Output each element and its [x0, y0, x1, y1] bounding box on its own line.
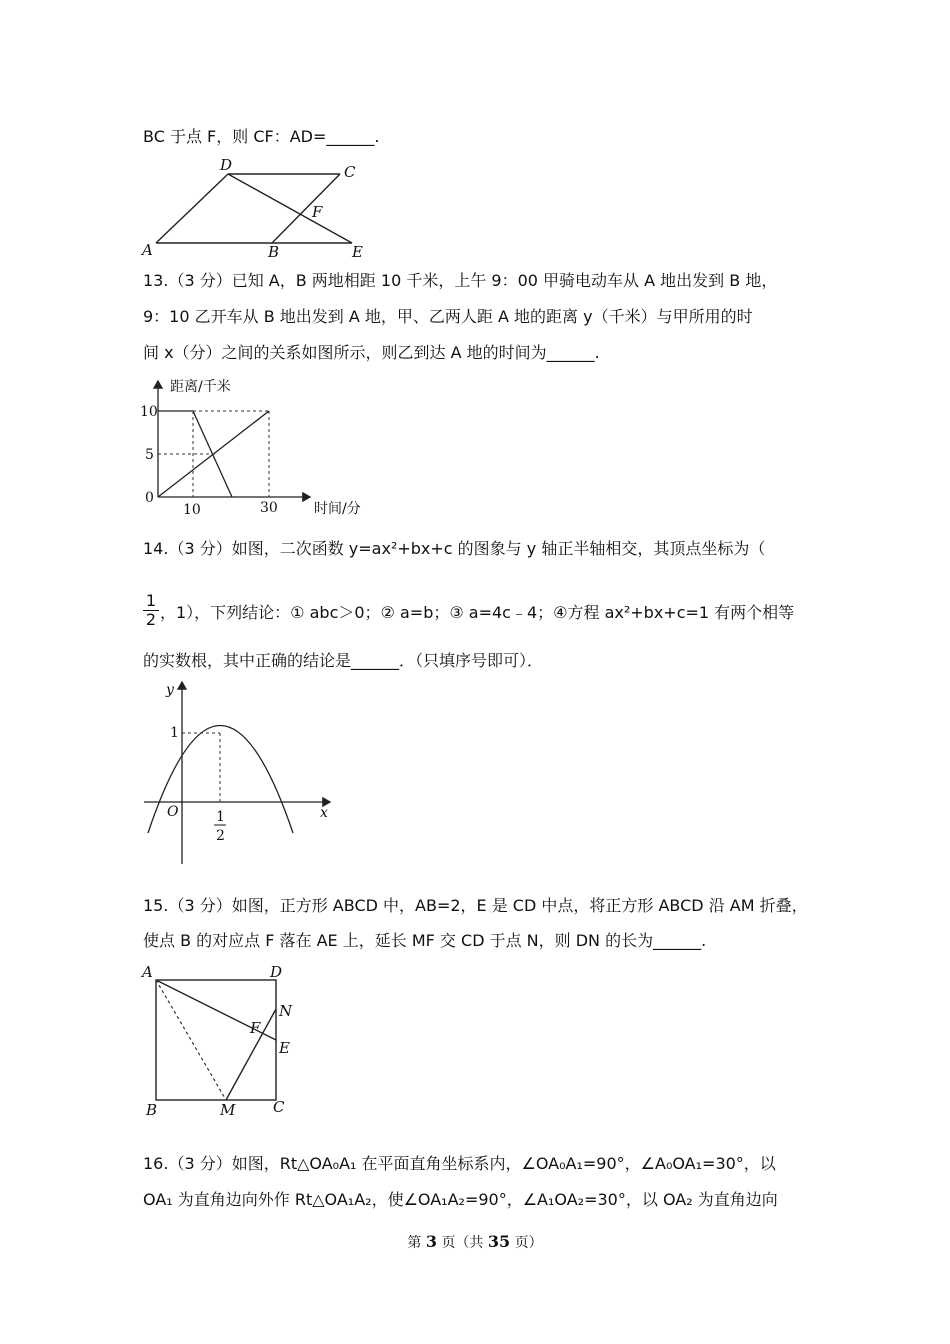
x-axis-label: 时间/分 — [314, 501, 361, 517]
tick-half-den: 2 — [216, 828, 225, 844]
label-D: D — [220, 156, 233, 174]
segment-DE — [228, 174, 352, 243]
q12-figure — [140, 155, 370, 265]
footer-mid: 页（共 — [441, 1235, 484, 1251]
q14-frac-den: 2 — [145, 610, 157, 629]
label-C: C — [344, 163, 356, 181]
tick-1: 1 — [170, 725, 179, 741]
tick-half-num: 1 — [216, 809, 225, 825]
label-N: N — [279, 1002, 293, 1020]
q13-line2: 9：10 乙开车从 B 地出发到 A 地，甲、乙两人距 A 地的距离 y（千米）与甲所用的时 — [143, 307, 753, 326]
footer-total: 35 — [487, 1232, 511, 1251]
q15-line1: 15.（3 分）如图，正方形 ABCD 中，AB=2，E 是 CD 中点，将正方形 ABCD 沿 AM 折叠， — [143, 896, 808, 915]
label-E: E — [352, 243, 363, 261]
q12-text: BC 于点 F，则 CF：AD=______. — [143, 127, 380, 146]
q13-line3: 间 x（分）之间的关系如图所示，则乙到达 A 地的时间为______. — [143, 343, 600, 362]
y-axis-label: y — [166, 682, 174, 698]
q16-line2: OA₁ 为直角边向外作 Rt△OA₁A₂，使∠OA₁A₂=90°，∠A₁OA₂=30°，以 OA₂ 为直角边向 — [143, 1190, 778, 1209]
label-A: A — [142, 241, 153, 259]
x-axis-label: x — [320, 805, 328, 821]
footer-page: 3 — [425, 1232, 437, 1251]
square-ABCD — [156, 980, 276, 1100]
tick-origin: 0 — [145, 490, 154, 506]
label-D: D — [270, 963, 283, 981]
q14-frac-num: 1 — [143, 592, 159, 611]
segment-CB — [272, 174, 340, 243]
q13-line1: 13.（3 分）已知 A，B 两地相距 10 千米，上午 9：00 甲骑电动车从 A 地出发到 B 地， — [143, 271, 778, 290]
footer-post: 页） — [514, 1235, 543, 1251]
label-B: B — [146, 1101, 158, 1119]
segment-AD — [156, 174, 228, 243]
q13-graph — [140, 375, 380, 520]
label-F: F — [312, 203, 323, 221]
q14-fraction — [143, 592, 159, 629]
label-C: C — [273, 1098, 285, 1116]
q15-line2: 使点 B 的对应点 F 落在 AE 上，延长 MF 交 CD 于点 N，则 DN 的长为______. — [143, 931, 707, 950]
origin-label: O — [167, 804, 179, 820]
q14-line1: 14.（3 分）如图，二次函数 y=ax²+bx+c 的图象与 y 轴正半轴相交，其顶点坐标为（ — [143, 539, 766, 558]
q14-line3: 的实数根，其中正确的结论是______．（只填序号即可）． — [143, 651, 544, 670]
label-A: A — [142, 963, 153, 981]
tick-x10: 10 — [183, 502, 201, 518]
q15-figure — [140, 960, 300, 1120]
page-footer — [0, 1232, 950, 1252]
footer-pre: 第 — [407, 1235, 422, 1251]
tick-y10: 10 — [140, 404, 158, 420]
y-axis-label: 距离/千米 — [170, 379, 231, 395]
q16-line1: 16.（3 分）如图，Rt△OA₀A₁ 在平面直角坐标系内，∠OA₀A₁=90°，∠A₀OA₁=30°，以 — [143, 1154, 776, 1173]
q14-graph — [140, 678, 340, 868]
label-B: B — [268, 243, 280, 261]
tick-x30: 30 — [260, 500, 278, 516]
label-M: M — [220, 1101, 236, 1119]
label-F: F — [250, 1019, 261, 1037]
q14-line2: ，1），下列结论：① abc＞0；② a=b；③ a=4c﹣4；④方程 ax²+bx+c=1 有两个相等 — [160, 603, 795, 622]
tick-y5: 5 — [145, 447, 154, 463]
label-E: E — [279, 1039, 290, 1057]
